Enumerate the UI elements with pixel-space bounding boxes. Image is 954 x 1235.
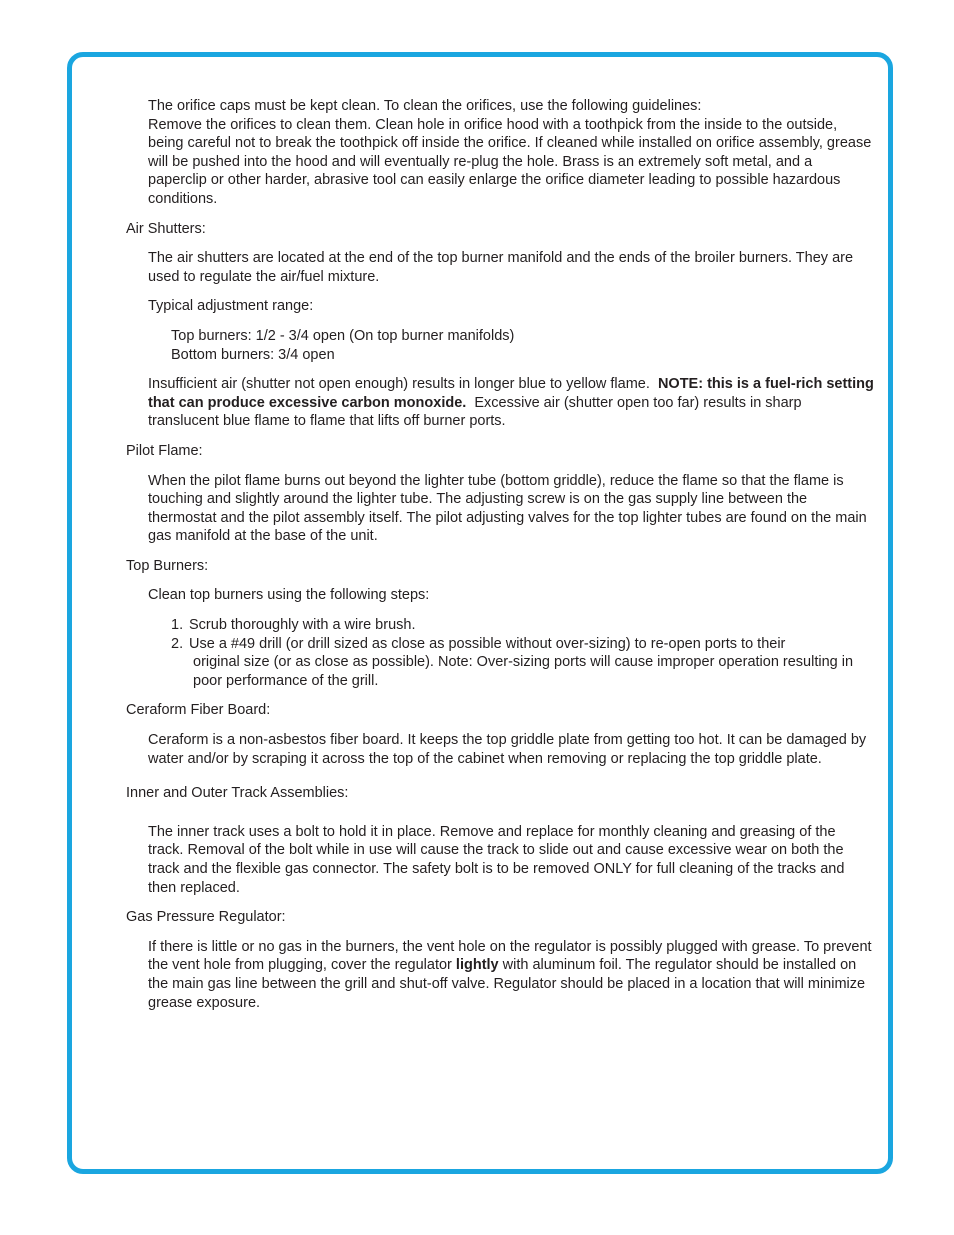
maintenance-text: [126, 97, 874, 1012]
pilot-flame-body: When the pilot flame burns out beyond the lighter tube (bottom griddle), reduce the flame so that the flame is touching and slightly around the lighter tube. The adjusting screw is on the gas supply line between the thermostat and the pilot assembly itself. The pilot adjusting valves for the top lighter tubes are found on the main gas manifold at the base of the unit.: [148, 472, 867, 545]
step-number: 2.: [171, 635, 184, 652]
air-shutters-heading: Air Shutters:: [126, 220, 206, 237]
ceraform-heading: Ceraform Fiber Board:: [126, 702, 271, 719]
step-text-continued: original size (or as close as possible). Note: Over-sizing ports will cause improper operation resulting in poor performance of the grill.: [193, 654, 854, 689]
step-text: Use a #49 drill (or drill sized as close as possible without over-sizing) to re-open ports to their: [189, 635, 786, 652]
step-text-block: [189, 635, 874, 691]
pilot-flame-heading: Pilot Flame:: [126, 442, 203, 459]
air-shutters-body: The air shutters are located at the end of the top burner manifold and the ends of the broiler burners. They are used to regulate the air/fuel mixture.: [148, 250, 854, 285]
insufficient-air-text: Insufficient air (shutter not open enough) results in longer blue to yellow flame.: [148, 376, 650, 393]
step-2: [171, 635, 874, 691]
top-burners-intro: Clean top burners using the following steps:: [148, 587, 430, 604]
regulator-text: If there is little or no gas in the burners, the vent hole on the regulator is possibly plugged with grease. To prevent the vent hole from plugging, cover the regulator: [148, 938, 872, 974]
ceraform-body: Ceraform is a non-asbestos fiber board. It keeps the top griddle plate from getting too hot. It can be damaged by water and/or by scraping it across the top of the cabinet when removing or replacing the top griddle plate.: [148, 732, 867, 767]
tracks-heading: Inner and Outer Track Assemblies:: [126, 785, 349, 802]
regulator-body: [148, 938, 874, 1012]
regulator-emphasis: lightly: [455, 957, 499, 974]
insufficient-air-note: [148, 375, 874, 431]
top-burners-heading: Top Burners:: [126, 557, 209, 574]
step-text: Scrub thoroughly with a wire brush.: [189, 617, 416, 634]
tracks-body: The inner track uses a bolt to hold it in place. Remove and replace for monthly cleaning and greasing of the track. Removal of the bolt while in use will cause the track to slide out and cause excessive wear on both the track and the flexible gas connector. The safety bolt is to be removed ONLY for full cleaning of the tracks and then replaced.: [148, 823, 845, 896]
regulator-text-continued: with aluminum foil. The regulator should be installed on the main gas line between the grill and shut-off valve. Regulator should be placed in a location that will minimize grease exposure.: [148, 957, 866, 1011]
orifice-guidelines: Remove the orifices to clean them. Clean hole in orifice hood with a toothpick from the inside to the outside, being careful not to break the toothpick off inside the orifice. If cleaned while installed on orifice assembly, grease will be pushed into the hood and will eventually re-plug the hole. Brass is an extremely soft metal, and a paperclip or other harder, abrasive tool can easily enlarge the orifice diameter leading to possible hazardous conditions.: [148, 116, 872, 207]
regulator-heading: Gas Pressure Regulator:: [126, 909, 286, 926]
step-1: [171, 616, 874, 635]
adjustment-range-label: Typical adjustment range:: [148, 298, 314, 315]
excessive-air-text: Excessive air (shutter open too far) results in sharp translucent blue flame to flame that lifts off burner ports.: [148, 394, 802, 430]
orifice-intro: The orifice caps must be kept clean. To clean the orifices, use the following guidelines:: [148, 98, 702, 114]
step-number: 1.: [171, 617, 184, 634]
top-burners-range: Top burners: 1/2 - 3/4 open (On top burner manifolds): [171, 327, 515, 344]
bottom-burners-range: Bottom burners: 3/4 open: [171, 346, 335, 363]
carbon-monoxide-warning: NOTE: this is a fuel-rich setting that can produce excessive carbon monoxide.: [148, 376, 874, 411]
